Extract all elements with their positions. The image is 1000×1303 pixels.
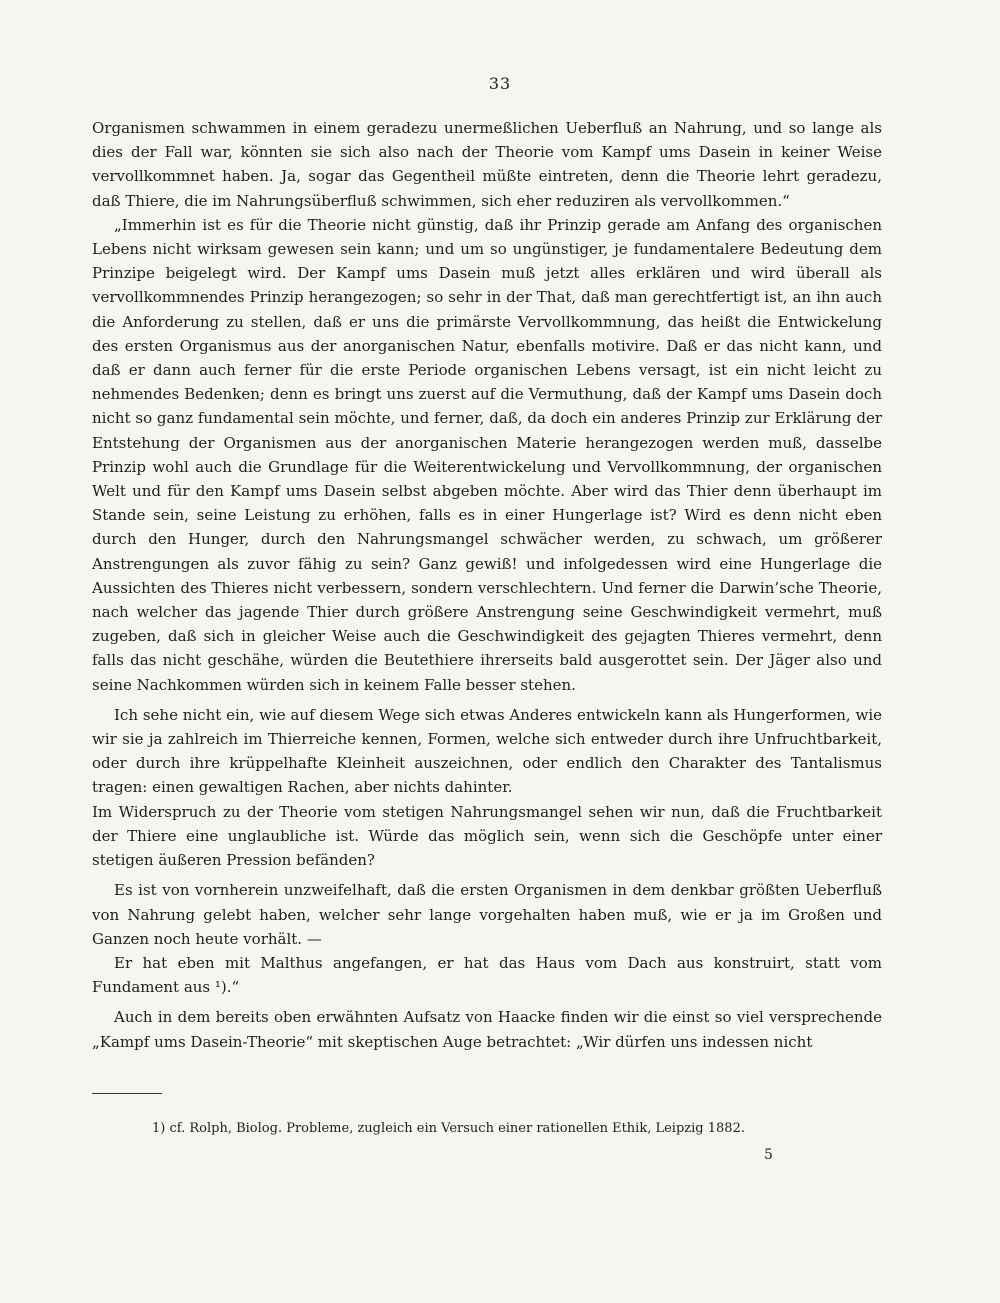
footnote: 1) cf. Rolph, Biolog. Probleme, zugleich ein Versuch einer rationellen Ethik, Leipzig 1882. [152,1121,745,1136]
footnote-divider [92,1093,162,1094]
paragraph: Ich sehe nicht ein, wie auf diesem Wege sich etwas Anderes entwickeln kann als Hungerformen, wie wir sie ja zahlreich im Thierreiche kennen, Formen, welche sich entweder durch ihre Unfruchtbarkeit, oder durch ihre krüppelhafte Kleinheit auszeichnen, oder endlich den Charakter des Tantalismus tragen: einen gewaltigen Rachen, aber nichts dahinter. [92,705,882,797]
paragraph: Im Widerspruch zu der Theorie vom stetigen Nahrungsmangel sehen wir nun, daß die Fruchtbarkeit der Thiere eine unglaubliche ist. Würde das möglich sein, wenn sich die Geschöpfe unter einer stetigen äußeren Pression befänden? [92,802,882,870]
paragraph: Er hat eben mit Malthus angefangen, er hat das Haus vom Dach aus konstruirt, statt vom Fundament aus ¹).“ [92,953,882,997]
signature-mark: 5 [764,1147,773,1163]
body-text [92,116,882,1054]
paragraph: Auch in dem bereits oben erwähnten Aufsatz von Haacke finden wir die einst so viel versprechende „Kampf ums Dasein-Theorie“ mit skeptischen Auge betrachtet: „Wir dürfen uns indessen nicht [92,1008,882,1051]
paragraph: Organismen schwammen in einem geradezu unermeßlichen Ueberfluß an Nahrung, und so lange als dies der Fall war, könnten sie sich also nach der Theorie vom Kampf ums Dasein in keiner Weise vervollkommnet haben. Ja, sogar das Gegentheil müßte eintreten, denn die Theorie lehrt geradezu, daß Thiere, die im Nahrungsüberfluß schwimmen, sich eher reduziren als vervollkommen.“ [92,119,882,210]
paragraph: Es ist von vornherein unzweifelhaft, daß die ersten Organismen in dem denkbar größten Ueberfluß von Nahrung gelebt haben, welcher sehr lange vorgehalten haben muß, wie er ja im Großen und Ganzen noch heute vorhält. — [92,881,882,948]
page-number: 33 [488,74,512,93]
paragraph: „Immerhin ist es für die Theorie nicht günstig, daß ihr Prinzip gerade am Anfang des organischen Lebens nicht wirksam gewesen sein kann; und um so ungünstiger, je fundamentalere Bedeutung dem Prinzipe beigelegt wird. Der Kampf ums Dasein muß jetzt alles erklären und wird überall als vervollkommnendes Prinzip herangezogen; so sehr in der That, daß man gerechtfertigt ist, an ihn auch die Anforderung zu stellen, daß er uns die primärste Vervollkommnung, das heißt die Entwickelung des ersten Organismus aus der anorganischen Natur, ebenfalls motivire. Daß er das nicht kann, und daß er dann auch ferner für die erste Periode organischen Lebens versagt, ist ein nicht leicht zu nehmendes Bedenken; denn es bringt uns zuerst auf die Vermuthung, daß der Kampf ums Dasein doch nicht so ganz fundamental sein möchte, und ferner, daß, da doch ein anderes Prinzip zur Erklärung der Entstehung der Organismen aus der anorganischen Materie herangezogen werden muß, dasselbe Prinzip wohl auch die Grundlage für die Weiterentwickelung und Vervollkommnung, der organischen Welt und für den Kampf ums Dasein selbst abgeben möchte. Aber wird das Thier denn überhaupt im Stande sein, seine Leistung zu erhöhen, falls es in einer Hungerlage ist? Wird es denn nicht eben durch den Hunger, durch den Nahrungsmangel schwächer werden, zu schwach, um größerer Anstrengungen als zuvor fähig zu sein? Ganz gewiß! und infolgedessen wird eine Hungerlage die Aussichten des Thieres nicht verbessern, sondern verschlechtern. Und ferner die Darwin’sche Theorie, nach welcher das jagende Thier durch größere Anstrengung seine Geschwindigkeit vermehrt, muß zugeben, daß sich in gleicher Weise auch die Geschwindigkeit des gejagten Thieres vermehrt, denn falls das nicht geschähe, würden die Beutethiere ihrerseits bald ausgerottet sein. Der Jäger also und seine Nachkommen würden sich in keinem Falle besser stehen. [92,215,882,694]
